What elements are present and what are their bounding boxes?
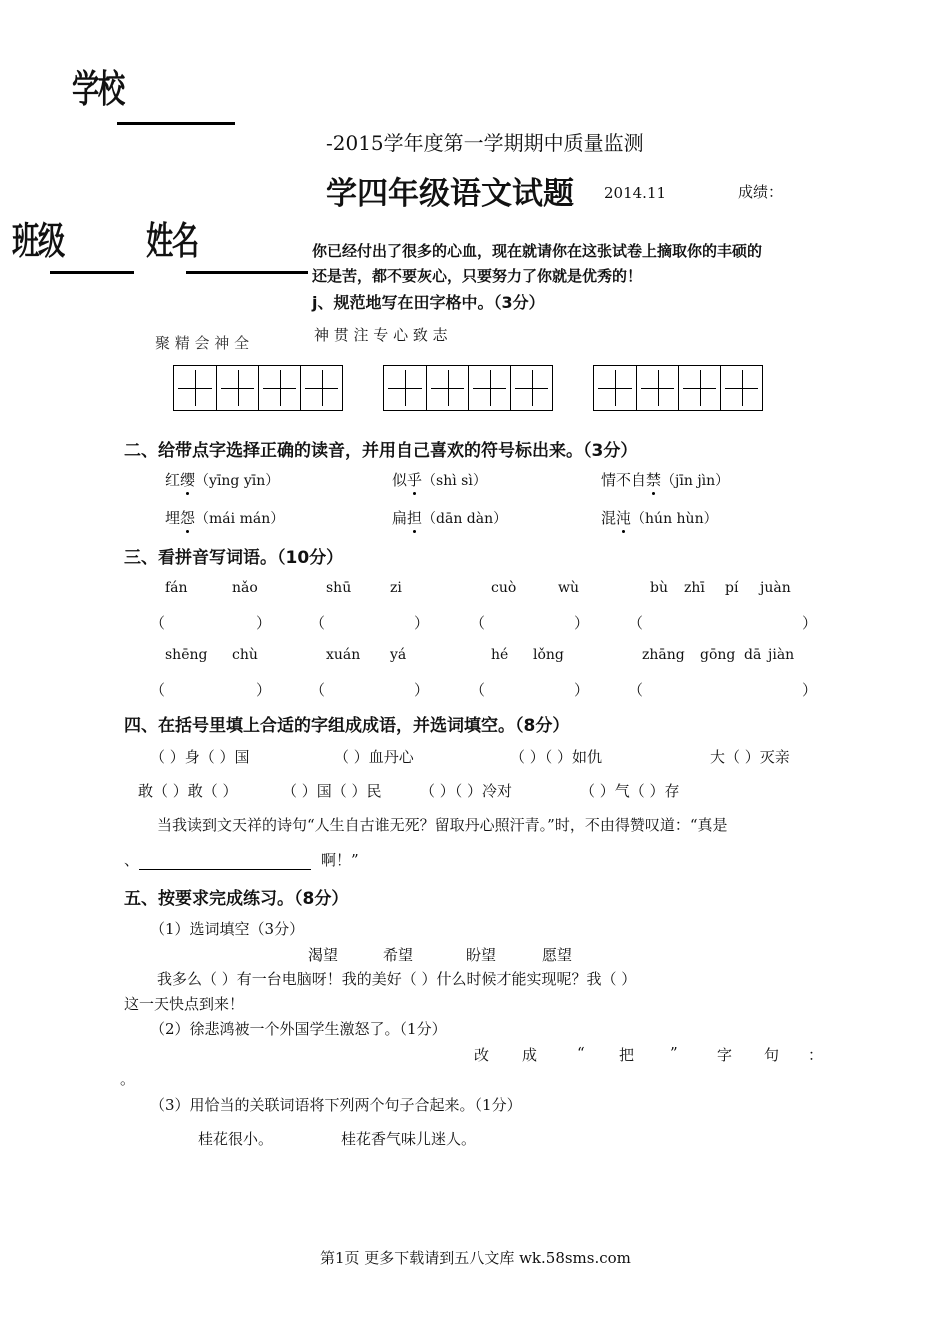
answer-paren-2b-open[interactable]: （ — [310, 681, 326, 699]
answer-paren-2c-open[interactable]: （ — [470, 681, 486, 699]
q4-sentence: 当我读到文天祥的诗句“人生自古谁无死？留取丹心照汗青。”时，不由得赞叹道：“真是 — [157, 816, 728, 834]
class-field[interactable] — [50, 271, 134, 274]
pinyin-1b: nǎo — [232, 580, 258, 596]
idiom-6[interactable]: （ ）国（ ）民 — [282, 782, 382, 800]
q5-sub2: （2）徐悲鸿被一个外国学生激怒了。（1分） — [150, 1020, 447, 1038]
answer-paren-1a-close[interactable]: ） — [256, 614, 272, 632]
pinyin-1h: zhī — [684, 580, 705, 596]
pinyin-1d: zi — [390, 580, 402, 596]
exam-title: 学四年级语文试题 — [326, 176, 574, 212]
q4-fill-line: 、 啊！” — [124, 851, 359, 869]
q5-sub3-sentence-b: 桂花香气味儿迷人。 — [341, 1130, 477, 1148]
q5-sub1-line1[interactable]: 我多么（ ）有一台电脑呀！我的美好（ ）什么时候才能实现呢？我（ ） — [157, 970, 637, 988]
idiom-7[interactable]: （ ）（ ）冷对 — [420, 782, 513, 800]
answer-paren-1c-close[interactable]: ） — [574, 614, 590, 632]
pinyin-1a: fán — [165, 580, 188, 596]
choice-1: 渴望 — [308, 946, 339, 964]
q4-heading: 四、在括号里填上合适的字组成成语，并选词填空。（8分） — [124, 716, 570, 736]
idiom-3[interactable]: （ ）（ ）如仇 — [510, 748, 603, 766]
pinyin-1e: cuò — [491, 580, 517, 596]
idiom-1[interactable]: （ ）身（ ）国 — [150, 748, 250, 766]
q5-sub1: （1）选词填空（3分） — [150, 920, 305, 938]
q5-sub2-char-6: 字 — [717, 1046, 733, 1064]
q5-heading: 五、按要求完成练习。（8分） — [124, 889, 349, 909]
tian-grid-3[interactable] — [593, 365, 763, 411]
name-field[interactable] — [186, 271, 308, 274]
q5-sub2-char-1: 改 — [474, 1046, 490, 1064]
pinyin-1c: shū — [326, 580, 352, 596]
q5-sub2-char-4: 把 — [619, 1046, 635, 1064]
pinyin-2g: zhāng — [642, 647, 685, 663]
intro-line-1: 你已经付出了很多的心血，现在就请你在这张试卷上摘取你的丰硕的 — [312, 242, 763, 260]
answer-paren-2a-close[interactable]: ） — [256, 681, 272, 699]
q5-sub2-char-3: “ — [577, 1044, 585, 1062]
idiom-4[interactable]: 大（ ）灭亲 — [710, 748, 790, 766]
answer-paren-1b-open[interactable]: （ — [310, 614, 326, 632]
q2-item-3: 情不自禁（jīn jìn） — [601, 471, 730, 489]
answer-paren-2c-close[interactable]: ） — [574, 681, 590, 699]
q2-item-2: 似乎（shì sì） — [392, 471, 487, 489]
answer-paren-1b-close[interactable]: ） — [414, 614, 430, 632]
q5-sub2-char-7: 句 — [764, 1046, 780, 1064]
q5-sub2-char-8: ： — [808, 1046, 824, 1064]
answer-paren-2b-close[interactable]: ） — [414, 681, 430, 699]
idiom-2[interactable]: （ ）血丹心 — [334, 748, 414, 766]
tian-grid-1[interactable] — [173, 365, 343, 411]
answer-paren-1c-open[interactable]: （ — [470, 614, 486, 632]
pinyin-2h: gōng — [700, 647, 736, 663]
q1-heading: j、规范地写在田字格中。（3分） — [312, 293, 545, 312]
pinyin-1i: pí — [725, 580, 739, 596]
pinyin-2b: chù — [232, 647, 258, 663]
pinyin-1g: bù — [650, 580, 668, 596]
page-footer: 第1页 更多下载请到五八文库 wk.58sms.com — [320, 1249, 631, 1267]
answer-paren-2d-close[interactable]: ） — [802, 681, 818, 699]
pinyin-1j: juàn — [760, 580, 791, 596]
q5-sub3-sentence-a: 桂花很小。 — [198, 1130, 274, 1148]
q2-item-5: 扁担（dān dàn） — [392, 509, 508, 527]
class-label: 班级 — [12, 219, 64, 263]
q5-sub2-char-5: ” — [670, 1044, 678, 1062]
idiom-8[interactable]: （ ）气（ ）存 — [580, 782, 680, 800]
answer-paren-2d-open[interactable]: （ — [628, 681, 644, 699]
school-field[interactable] — [117, 122, 235, 125]
choice-4: 愿望 — [542, 946, 573, 964]
q2-item-1: 红缨（yīng yīn） — [165, 471, 280, 489]
pinyin-2f: lǒng — [533, 647, 564, 663]
q2-item-4: 埋怨（mái mán） — [165, 509, 285, 527]
idiom-5[interactable]: 敢（ ）敢（ ） — [138, 782, 238, 800]
q5-sub3: （3）用恰当的关联词语将下列两个句子合起来。（1分） — [150, 1096, 522, 1114]
q5-sub1-line2: 这一天快点到来！ — [124, 995, 245, 1013]
q5-sub2-end: 。 — [120, 1070, 136, 1088]
school-label: 学校 — [72, 67, 124, 111]
pinyin-2c: xuán — [326, 647, 361, 663]
q3-heading: 三、看拼音写词语。（10分） — [124, 548, 344, 568]
pinyin-2i: dā — [744, 647, 762, 663]
q2-heading: 二、给带点字选择正确的读音，并用自己喜欢的符号标出来。（3分） — [124, 441, 638, 461]
pinyin-2e: hé — [491, 647, 509, 663]
pinyin-2j: jiàn — [768, 647, 795, 663]
pinyin-2a: shēng — [165, 647, 208, 663]
answer-paren-2a-open[interactable]: （ — [150, 681, 166, 699]
name-label: 姓名 — [146, 219, 198, 263]
q5-sub2-char-2: 成 — [522, 1046, 538, 1064]
tian-grid-2[interactable] — [383, 365, 553, 411]
score-label: 成绩： — [738, 183, 784, 201]
q2-item-6: 混沌（hún hùn） — [601, 509, 718, 527]
intro-line-2: 还是苦，都不要灰心，只要努力了你就是优秀的！ — [312, 267, 643, 285]
answer-paren-1d-close[interactable]: ） — [802, 614, 818, 632]
choice-2: 希望 — [383, 946, 414, 964]
q1-words-visible: 神 贯 注 专 心 致 志 — [314, 326, 448, 344]
q4-answer-blank[interactable] — [139, 853, 311, 870]
answer-paren-1d-open[interactable]: （ — [628, 614, 644, 632]
answer-paren-1a-open[interactable]: （ — [150, 614, 166, 632]
q1-words: 聚 精 会 神 全 — [155, 334, 250, 352]
pinyin-2d: yá — [390, 647, 407, 663]
exam-date: 2014.11 — [604, 184, 667, 202]
pinyin-1f: wù — [558, 580, 579, 596]
choice-3: 盼望 — [466, 946, 497, 964]
exam-subtitle: -2015学年度第一学期期中质量监测 — [326, 131, 644, 155]
